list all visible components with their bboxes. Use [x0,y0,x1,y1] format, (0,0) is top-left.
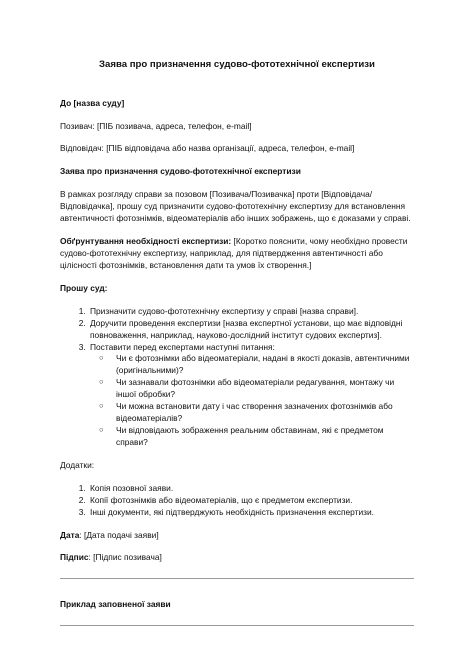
questions-list [90,353,414,448]
list-item [88,318,414,342]
intro-paragraph: В рамках розгляду справи за позовом [Позивача/Позивачка] проти [Відповідача/Відповідачка], прошу суд призначити судово-фототехнічну експертизу для встановлення автентичності фотознімків, відеоматеріалів або інших зображень, що є доказами у справі. [60,189,411,224]
list-item: ○ Чи можна встановити дату і час створення зазначених фотознімків або відеоматеріалів? [112,401,414,425]
divider [60,625,414,626]
list-item: ○ Чи зазнавали фотознімки або відеоматеріали редагування, монтажу чи іншої обробки? [112,377,414,401]
document-title: Заява про призначення судово-фототехнічної експертизи [99,59,375,70]
attachments-list [60,483,414,519]
date-value: : [Дата подачі заяви] [79,529,159,540]
request-list [60,306,414,449]
justification-paragraph [60,236,414,272]
list-item: ○ Чи є фотознімки або відеоматеріали, надані в якості доказів, автентичними (оригінальними)? [112,353,414,377]
list-item: 3. Інші документи, які підтверджують необхідність призначення експертизи. [88,507,414,519]
justification-value: [Коротко пояснити, чому необхідно провести судово-фототехнічну експертизу, наприклад, для підтвердження автентичності або цілісності фотознімків, встановлення дати та умов їх створення.] [60,236,408,270]
list-item: 2. Копії фотознімків або відеоматеріалів, що є предметом експертизи. [88,495,414,507]
list-item [88,306,414,318]
court-line: До [назва суду] [60,97,125,108]
defendant-label: Відповідач: [60,143,104,154]
request-2: Доручити проведення експертизи [назва експертної установи, що має відповідні повноваження, наприклад, науково-дослідний інститут судових експертиз]. [90,317,403,340]
date-line [60,530,414,542]
list-item: 1. Копія позовної заяви. [88,483,414,495]
plaintiff-label: Позивач: [60,120,95,131]
example-heading: Приклад заповненої заяви [60,599,171,610]
list-item: ○ Чи відповідають зображення реальним обставинам, які є предметом справи? [112,425,414,449]
signature-label: Підпис [60,552,89,563]
date-label: Дата [60,529,80,540]
section-heading: Заява про призначення судово-фототехнічної експертизи [60,166,301,177]
request-3: Поставити перед експертами наступні питання: [90,341,275,352]
defendant-value: [ПІБ відповідача або назва організації, адреса, телефон, e-mail] [103,143,355,154]
justification-label: Обґрунтування необхідності експертизи: [60,236,232,247]
defendant-line [60,143,414,155]
request-1: Призначити судово-фототехнічну експертизу у справі [назва справи]. [90,305,359,316]
plaintiff-value: [ПІБ позивача, адреса, телефон, e-mail] [94,120,252,131]
request-heading: Прошу суд: [60,282,108,293]
signature-value: : [Підпис позивача] [88,552,162,563]
plaintiff-line [60,121,414,133]
list-item [88,342,414,449]
attachments-heading: Додатки: [60,459,95,470]
signature-line [60,552,414,564]
